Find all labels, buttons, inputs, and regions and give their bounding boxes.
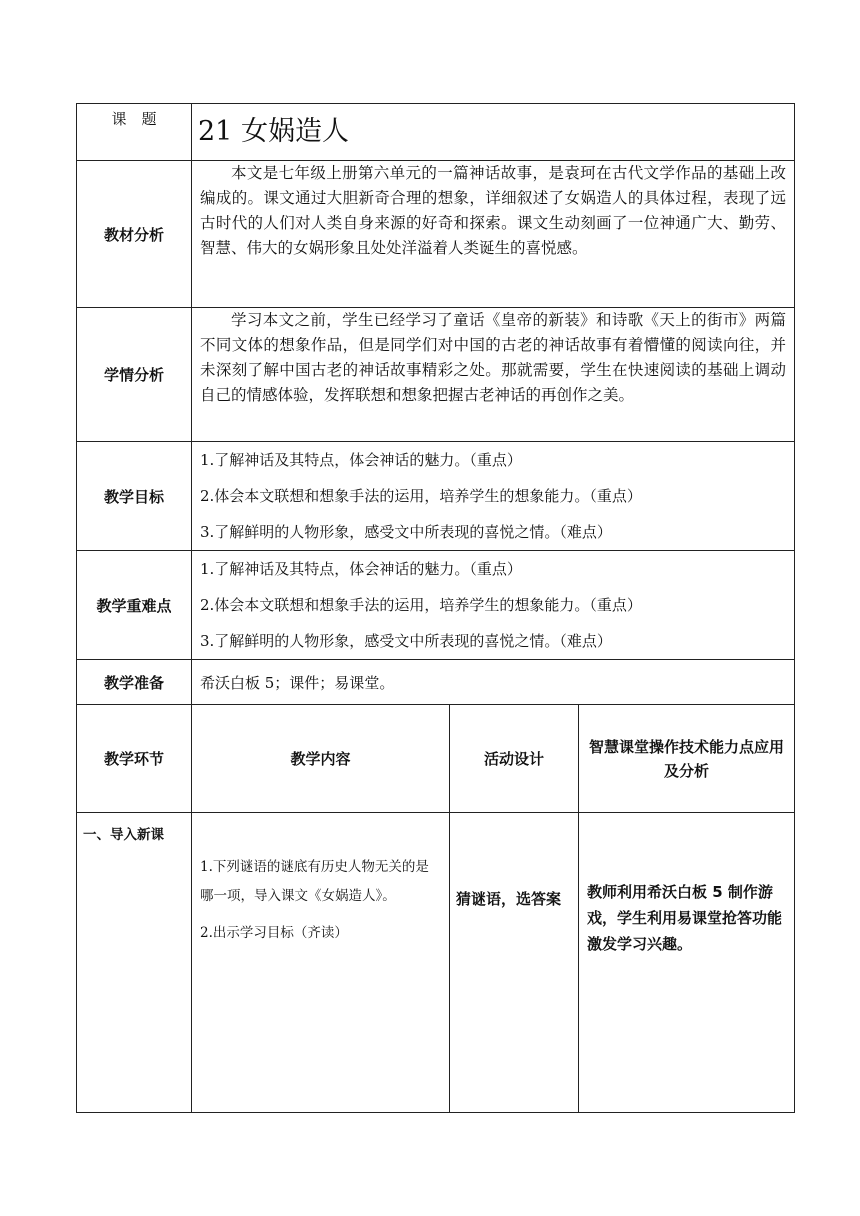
preparation-label: 教学准备 bbox=[77, 660, 192, 705]
learner-text: 学习本文之前，学生已经学习了童话《皇帝的新装》和诗歌《天上的街市》两篇不同文体的想象作品，但是同学们对中国的古老的神话故事有着懵懂的阅读向往，并未深刻了解中国古老的神话故事精彩之处。那就需要，学生在快速阅读的基础上调动自己的情感体验，发挥联想和想象把握古老神话的再创作之美。 bbox=[200, 311, 787, 404]
material-label: 教材分析 bbox=[77, 161, 192, 308]
lesson-title: 21 女娲造人 bbox=[192, 104, 795, 161]
row-section-intro bbox=[77, 813, 795, 1113]
row-lesson-title bbox=[77, 104, 795, 161]
row-key-points bbox=[77, 551, 795, 660]
material-text: 本文是七年级上册第六单元的一篇神话故事，是袁珂在古代文学作品的基础上改编成的。课文通过大胆新奇合理的想象，详细叙述了女娲造人的具体过程，表现了远古时代的人们对人类自身来源的好奇和探索。课文生动刻画了一位神通广大、勤劳、智慧、伟大的女娲形象且处处洋溢着人类诞生的喜悦感。 bbox=[200, 164, 787, 257]
row-objectives bbox=[77, 442, 795, 551]
objectives-label: 教学目标 bbox=[77, 442, 192, 551]
learner-text-cell bbox=[192, 308, 795, 442]
objectives-list bbox=[192, 442, 795, 551]
lesson-plan-table bbox=[76, 103, 795, 1113]
row-preparation bbox=[77, 660, 795, 705]
key-points-label: 教学重难点 bbox=[77, 551, 192, 660]
learner-label: 学情分析 bbox=[77, 308, 192, 442]
preparation-text: 希沃白板 5；课件；易课堂。 bbox=[192, 660, 795, 705]
section-stage-label: 一、导入新课 bbox=[77, 813, 192, 1113]
header-activity: 活动设计 bbox=[450, 705, 579, 813]
header-analysis: 智慧课堂操作技术能力点应用及分析 bbox=[579, 705, 795, 813]
material-text-cell bbox=[192, 161, 795, 308]
key-point-item: 1.了解神话及其特点，体会神话的魅力。（重点） bbox=[200, 560, 522, 578]
row-learner-analysis bbox=[77, 308, 795, 442]
objective-item: 3.了解鲜明的人物形象，感受文中所表现的喜悦之情。（难点） bbox=[200, 523, 612, 541]
header-stage: 教学环节 bbox=[77, 705, 192, 813]
section-content-item: 1.下列谜语的谜底有历史人物无关的是哪一项，导入课文《女娲造人》。 bbox=[200, 859, 429, 904]
section-content-item: 2.出示学习目标（齐读） bbox=[200, 925, 348, 941]
header-content: 教学内容 bbox=[192, 705, 450, 813]
section-analysis: 教师利用希沃白板 5 制作游戏，学生利用易课堂抢答功能激发学习兴趣。 bbox=[579, 813, 795, 1113]
section-content-cell bbox=[192, 813, 450, 1113]
key-points-list bbox=[192, 551, 795, 660]
key-point-item: 2.体会本文联想和想象手法的运用，培养学生的想象能力。（重点） bbox=[200, 596, 642, 614]
row-material-analysis bbox=[77, 161, 795, 308]
section-activity: 猜谜语，选答案 bbox=[450, 813, 579, 1113]
objective-item: 2.体会本文联想和想象手法的运用，培养学生的想象能力。（重点） bbox=[200, 487, 642, 505]
key-point-item: 3.了解鲜明的人物形象，感受文中所表现的喜悦之情。（难点） bbox=[200, 632, 612, 650]
lesson-label: 课 题 bbox=[77, 104, 192, 161]
objective-item: 1.了解神话及其特点，体会神话的魅力。（重点） bbox=[200, 451, 522, 469]
row-column-headers bbox=[77, 705, 795, 813]
